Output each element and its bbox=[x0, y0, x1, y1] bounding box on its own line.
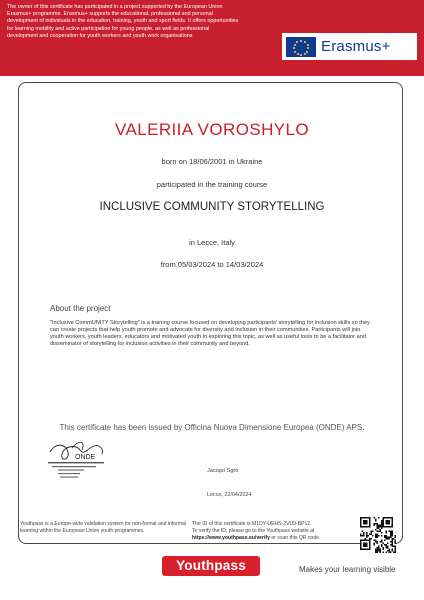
header-band bbox=[0, 0, 424, 76]
course-location: in Lecce, Italy bbox=[189, 238, 235, 247]
certificate-id: The ID of this certificate is M1DY-UEHS-2VU9-BP12. bbox=[192, 521, 312, 527]
certificate-id-info bbox=[192, 521, 342, 542]
verify-line bbox=[192, 535, 342, 542]
erasmus-plus-label: Erasmus+ bbox=[321, 38, 391, 55]
organisation-stamp bbox=[42, 438, 124, 486]
birth-info: born on 18/06/2001 in Ukraine bbox=[161, 157, 263, 166]
about-title: About the project bbox=[50, 304, 111, 313]
qr-code[interactable] bbox=[360, 517, 396, 553]
verify-line-end: or scan this QR code. bbox=[269, 534, 321, 541]
verify-link[interactable]: https://www.youthpass.eu/verify bbox=[192, 534, 270, 541]
svg-text:ONDE: ONDE bbox=[75, 454, 96, 461]
youthpass-description: Youthpass is a Europe-wide validation system for non-formal and informal learning within the European Union youth programmes. bbox=[20, 521, 187, 534]
course-dates: from 05/03/2024 to 14/03/2024 bbox=[160, 260, 264, 269]
signer-name: Jacopo Sgrò bbox=[207, 468, 239, 474]
about-text: "Inclusive CommUNITY Storytelling" is a training course focused on developing participants' storytelling for inclusion skills so they can create projects that help youth promote and advocate for diversity and inclusion in their communities. Participants will join youth workers, youth leaders, educators and motivated youth in exploring this topic, as well as useful tools to be a facilitator and disseminator of storytelling for inclusion activities in their community and beyond. bbox=[50, 320, 370, 347]
youthpass-tagline: Makes your learning visible bbox=[299, 565, 396, 574]
issued-by: This certificate has been issued by Officina Nuova Dimensione Europea (ONDE) APS. bbox=[59, 423, 365, 432]
issue-place-date: Lecce, 22/04/2024 bbox=[207, 492, 252, 498]
erasmus-intro-text: The owner of this certificate has participated in a project supported by the European Union Erasmus+ programme. Erasmus+ supports the educational, professional and personal development of individuals in the education, training, youth and sport fields. It offers opportunities for learning mobility and active participation for young people, as well as professional development and cooperation for youth workers and youth work organisations bbox=[7, 4, 239, 39]
erasmus-plus-logo bbox=[282, 33, 417, 60]
verify-instructions: To verify the ID, please go to the Youthpass website at bbox=[192, 527, 315, 534]
participant-name: VALERIIA VOROSHYLO bbox=[115, 120, 309, 139]
youthpass-logo: Youthpass bbox=[162, 556, 260, 576]
eu-flag-icon bbox=[286, 37, 316, 57]
participation-statement: participated in the training course bbox=[156, 180, 268, 189]
course-title: INCLUSIVE COMMUNITY STORYTELLING bbox=[99, 201, 325, 213]
